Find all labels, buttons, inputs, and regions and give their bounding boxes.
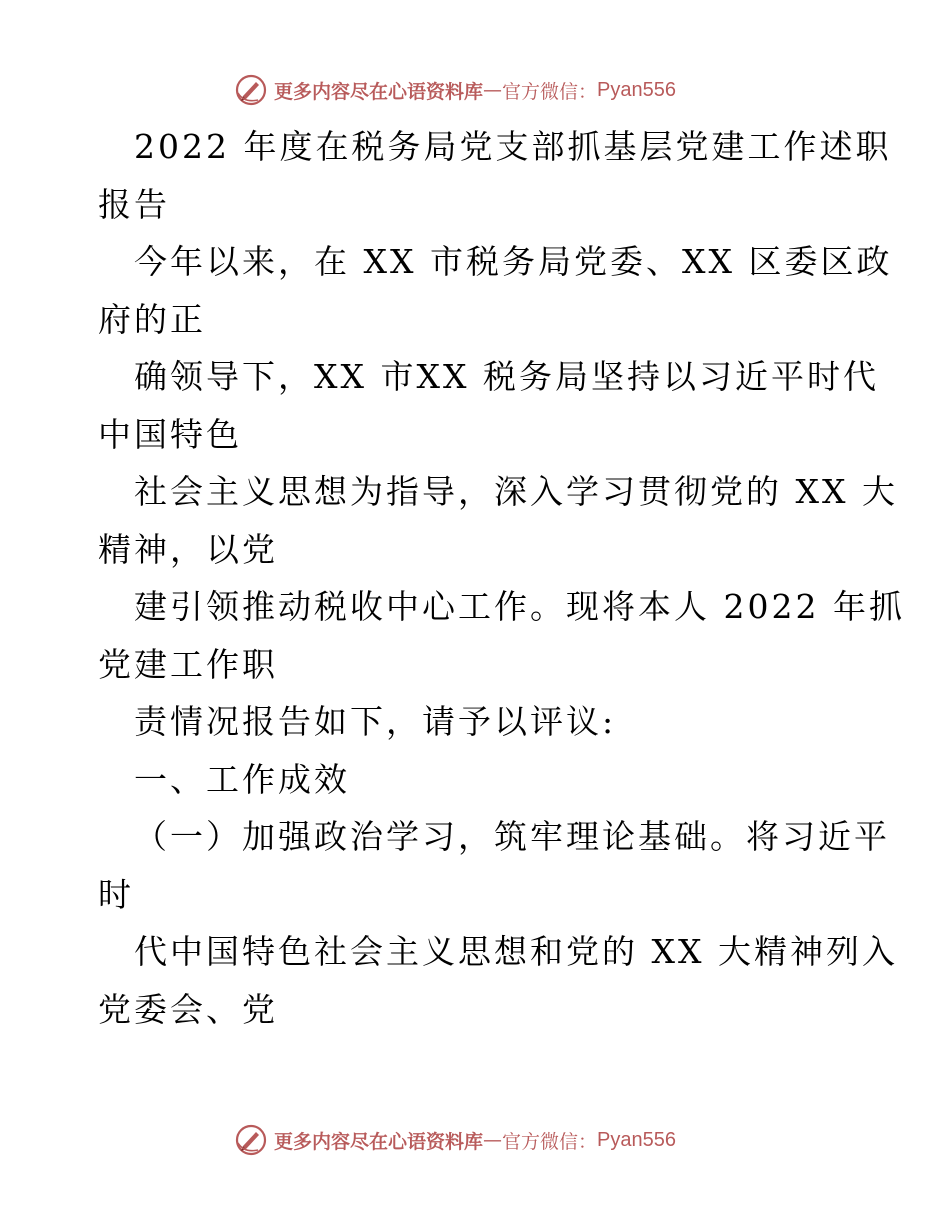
watermark-separator: —: [483, 79, 503, 101]
watermark-label: 官方微信：: [502, 1130, 598, 1153]
paragraph-line: （一）加强政治学习，筑牢理论基础。将习近平: [134, 817, 890, 856]
document-body: [98, 118, 905, 1038]
paragraph-line: 社会主义思想为指导，深入学习贯彻党的 XX 大: [134, 472, 898, 511]
watermark-banner-bottom: [234, 1122, 676, 1158]
paragraph-line: 精神，以党: [98, 529, 278, 569]
paragraph-line: 确领导下，XX 市XX 税务局坚持以习近平时代: [134, 357, 879, 396]
paragraph-line: 党建工作职: [98, 644, 278, 684]
section-heading: 一、工作成效: [134, 759, 350, 799]
paragraph-line: 中国特色: [98, 414, 242, 454]
watermark-id: Pyan556: [597, 78, 676, 101]
watermark-text: 更多内容尽在心语资料库: [274, 1130, 484, 1153]
paragraph-line: 府的正: [98, 299, 206, 339]
paragraph-line: 代中国特色社会主义思想和党的 XX 大精神列入: [134, 932, 898, 971]
watermark-label: 官方微信：: [502, 80, 598, 103]
paragraph-line: 建引领推动税收中心工作。现将本人 2022 年抓: [134, 587, 905, 626]
paragraph-line: 时: [98, 874, 134, 914]
paragraph-line: 责情况报告如下，请予以评议:: [134, 702, 617, 741]
paragraph-line: 党委会、党: [98, 989, 278, 1029]
watermark-text: 更多内容尽在心语资料库: [274, 80, 484, 103]
title-line-2: 报告: [98, 184, 170, 224]
watermark-id: Pyan556: [597, 1128, 676, 1151]
pen-logo-icon: [234, 1123, 268, 1157]
paragraph-line: 今年以来，在 XX 市税务局党委、XX 区委区政: [134, 242, 893, 281]
title-line-1: 2022 年度在税务局党支部抓基层党建工作述职: [134, 127, 892, 166]
watermark-banner-top: [234, 72, 676, 108]
pen-logo-icon: [234, 73, 268, 107]
watermark-separator: —: [483, 1129, 503, 1151]
